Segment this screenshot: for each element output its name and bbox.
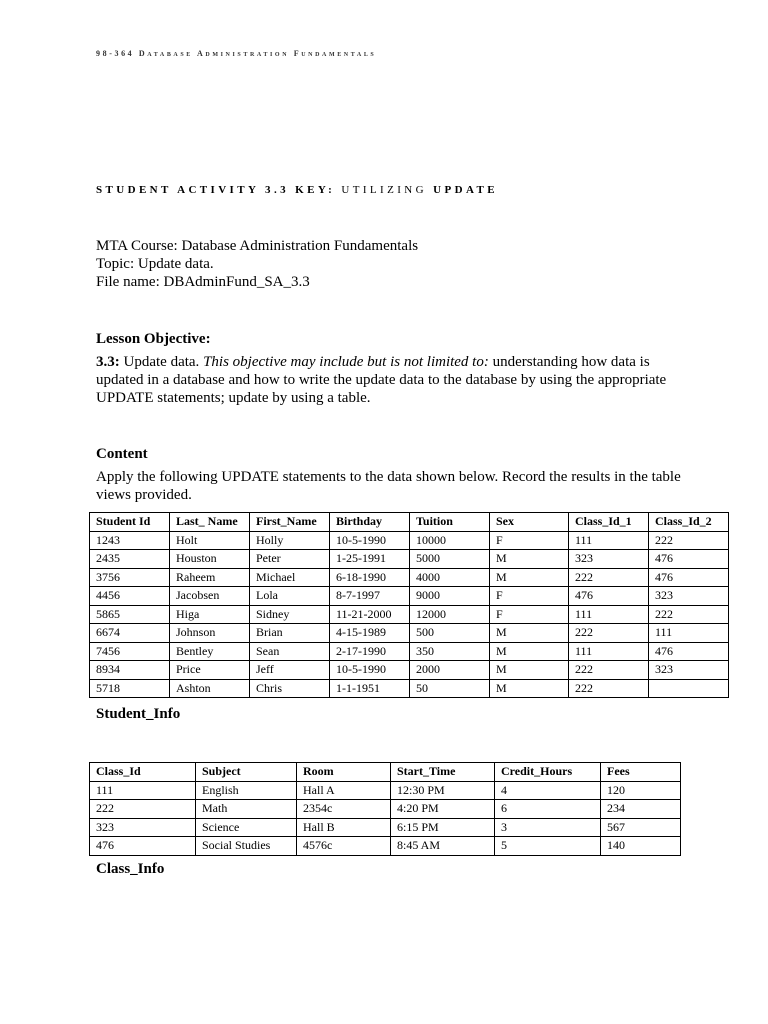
table-cell: Higa <box>170 605 250 624</box>
table-cell: Michael <box>250 568 330 587</box>
table-cell: 476 <box>649 568 729 587</box>
table-cell: 2-17-1990 <box>330 642 410 661</box>
table-cell: 4576c <box>297 837 391 856</box>
table-cell: M <box>490 642 569 661</box>
table-cell: 222 <box>649 605 729 624</box>
table-cell: Houston <box>170 550 250 569</box>
table-cell: Chris <box>250 679 330 698</box>
activity-title <box>96 184 498 196</box>
table-cell: 50 <box>410 679 490 698</box>
table-cell: 8-7-1997 <box>330 587 410 606</box>
table-cell: F <box>490 531 569 550</box>
table-row <box>90 781 681 800</box>
table-cell: 11-21-2000 <box>330 605 410 624</box>
table-cell: 234 <box>601 800 681 819</box>
table-row <box>90 661 729 680</box>
table-cell: Sidney <box>250 605 330 624</box>
table-cell: Jacobsen <box>170 587 250 606</box>
table-cell: 222 <box>569 624 649 643</box>
column-header: First_Name <box>250 513 330 532</box>
table-cell: 5000 <box>410 550 490 569</box>
class-info-table <box>89 762 681 856</box>
table-cell: 111 <box>569 531 649 550</box>
column-header: Birthday <box>330 513 410 532</box>
activity-title-keyword: UPDATE <box>433 184 498 196</box>
student-info-table <box>89 512 729 698</box>
table-cell: 10000 <box>410 531 490 550</box>
table-cell: Sean <box>250 642 330 661</box>
table-cell: Math <box>196 800 297 819</box>
table-cell: 1243 <box>90 531 170 550</box>
table-cell: English <box>196 781 297 800</box>
table-row <box>90 605 729 624</box>
table-cell: Price <box>170 661 250 680</box>
table-cell: Science <box>196 818 297 837</box>
table-row <box>90 800 681 819</box>
table-cell <box>649 679 729 698</box>
table-cell: 6-18-1990 <box>330 568 410 587</box>
table-cell: F <box>490 605 569 624</box>
table-cell: 5 <box>495 837 601 856</box>
table-cell: M <box>490 550 569 569</box>
table-cell: 6674 <box>90 624 170 643</box>
table-cell: 3 <box>495 818 601 837</box>
table-cell: 5718 <box>90 679 170 698</box>
table-cell: 10-5-1990 <box>330 661 410 680</box>
column-header: Subject <box>196 763 297 782</box>
objective-number: 3.3: <box>96 354 120 370</box>
table-cell: 111 <box>569 605 649 624</box>
column-header: Class_Id_1 <box>569 513 649 532</box>
table-cell: 12:30 PM <box>391 781 495 800</box>
table-row <box>90 531 729 550</box>
course-line: MTA Course: Database Administration Fundamentals <box>96 238 419 254</box>
table-row <box>90 642 729 661</box>
column-header: Start_Time <box>391 763 495 782</box>
table-cell: F <box>490 587 569 606</box>
table-cell: 4000 <box>410 568 490 587</box>
table-cell: M <box>490 568 569 587</box>
table-cell: 4:20 PM <box>391 800 495 819</box>
table-cell: 4456 <box>90 587 170 606</box>
table-cell: 567 <box>601 818 681 837</box>
table-cell: 5865 <box>90 605 170 624</box>
table-cell: Johnson <box>170 624 250 643</box>
table-cell: 3756 <box>90 568 170 587</box>
table-cell: 476 <box>649 642 729 661</box>
table-cell: Raheem <box>170 568 250 587</box>
table-cell: 476 <box>569 587 649 606</box>
table-cell: M <box>490 679 569 698</box>
table-cell: M <box>490 661 569 680</box>
table-cell: 8934 <box>90 661 170 680</box>
table-cell: 140 <box>601 837 681 856</box>
running-header: 98-364 Database Administration Fundamentals <box>96 49 377 58</box>
table-cell: 12000 <box>410 605 490 624</box>
column-header: Last_ Name <box>170 513 250 532</box>
file-name-line: File name: DBAdminFund_SA_3.3 <box>96 274 310 290</box>
table-cell: 2435 <box>90 550 170 569</box>
column-header: Tuition <box>410 513 490 532</box>
table-cell: Holt <box>170 531 250 550</box>
table-cell: 1-1-1951 <box>330 679 410 698</box>
table-cell: 476 <box>649 550 729 569</box>
table-cell: Jeff <box>250 661 330 680</box>
table-cell: Peter <box>250 550 330 569</box>
table-cell: 476 <box>90 837 196 856</box>
objective-lead: Update data. <box>123 354 200 370</box>
table-cell: Hall B <box>297 818 391 837</box>
column-header: Sex <box>490 513 569 532</box>
column-header: Credit_Hours <box>495 763 601 782</box>
table-row <box>90 624 729 643</box>
table-cell: 10-5-1990 <box>330 531 410 550</box>
table-cell: Holly <box>250 531 330 550</box>
table-cell: 222 <box>569 568 649 587</box>
content-heading: Content <box>96 446 148 462</box>
lesson-objective-heading: Lesson Objective: <box>96 331 211 347</box>
table-cell: 111 <box>649 624 729 643</box>
activity-title-prefix: STUDENT ACTIVITY 3.3 KEY: <box>96 184 336 196</box>
table-cell: Ashton <box>170 679 250 698</box>
table-cell: 6 <box>495 800 601 819</box>
table-cell: 323 <box>649 587 729 606</box>
class-info-caption: Class_Info <box>96 861 165 877</box>
course-meta <box>96 237 418 291</box>
table-cell: 8:45 AM <box>391 837 495 856</box>
table-cell: 222 <box>569 679 649 698</box>
column-header: Student Id <box>90 513 170 532</box>
table-cell: 9000 <box>410 587 490 606</box>
table-cell: 1-25-1991 <box>330 550 410 569</box>
table-cell: Hall A <box>297 781 391 800</box>
table-cell: 323 <box>569 550 649 569</box>
column-header: Class_Id <box>90 763 196 782</box>
table-cell: 111 <box>569 642 649 661</box>
column-header: Room <box>297 763 391 782</box>
column-header: Class_Id_2 <box>649 513 729 532</box>
topic-line: Topic: Update data. <box>96 256 214 272</box>
table-cell: 323 <box>649 661 729 680</box>
table-cell: Bentley <box>170 642 250 661</box>
lesson-objective-text <box>96 353 686 407</box>
table-cell: Social Studies <box>196 837 297 856</box>
table-cell: Lola <box>250 587 330 606</box>
table-row <box>90 587 729 606</box>
objective-italic: This objective may include but is not limited to: <box>203 354 489 370</box>
activity-title-middle: UTILIZING <box>341 184 427 196</box>
table-row <box>90 837 681 856</box>
column-header: Fees <box>601 763 681 782</box>
table-cell: 120 <box>601 781 681 800</box>
table-cell: 500 <box>410 624 490 643</box>
student-info-caption: Student_Info <box>96 706 181 722</box>
table-cell: 6:15 PM <box>391 818 495 837</box>
table-cell: 350 <box>410 642 490 661</box>
objective-body: understanding how data is updated in a database and how to write the update data to the database by using the appropriate UPDATE statements; update by using a table. <box>96 354 667 406</box>
table-cell: 7456 <box>90 642 170 661</box>
table-cell: Brian <box>250 624 330 643</box>
table-cell: 111 <box>90 781 196 800</box>
table-cell: 2000 <box>410 661 490 680</box>
content-instructions: Apply the following UPDATE statements to the data shown below. Record the results in the table views provided. <box>96 469 681 503</box>
table-cell: 222 <box>90 800 196 819</box>
table-cell: 323 <box>90 818 196 837</box>
table-cell: 4-15-1989 <box>330 624 410 643</box>
table-cell: 4 <box>495 781 601 800</box>
table-cell: 222 <box>649 531 729 550</box>
table-cell: 2354c <box>297 800 391 819</box>
table-cell: M <box>490 624 569 643</box>
table-row <box>90 818 681 837</box>
table-row <box>90 679 729 698</box>
table-row <box>90 568 729 587</box>
table-row <box>90 550 729 569</box>
table-cell: 222 <box>569 661 649 680</box>
